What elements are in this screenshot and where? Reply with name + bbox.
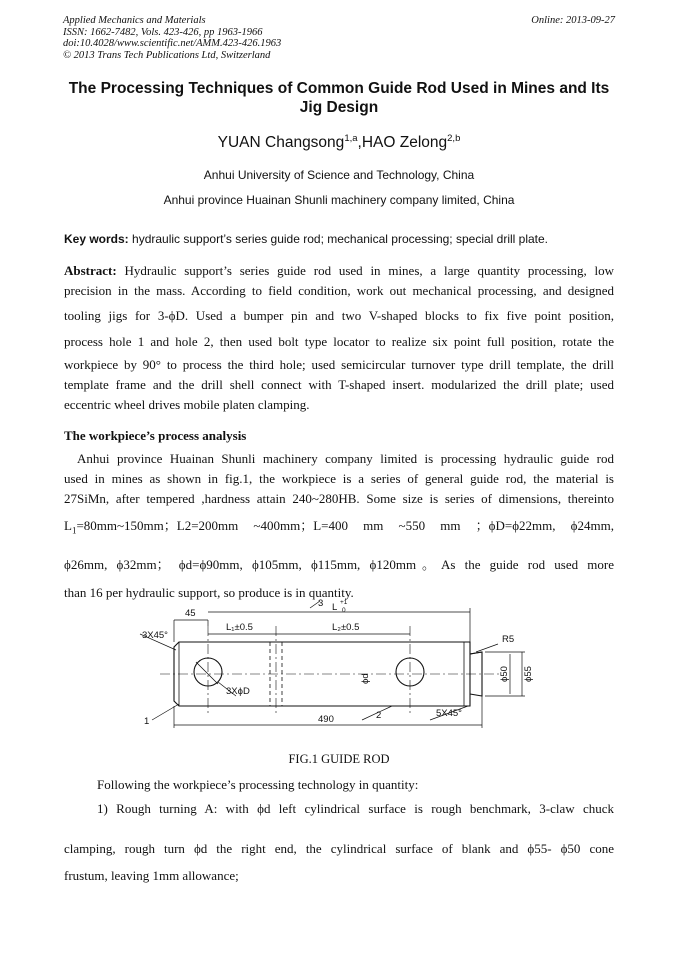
chamfer-left-label: 3X45° [142, 630, 168, 641]
paragraph-line: Following the workpiece’s processing technology in quantity: [97, 777, 419, 792]
dimension-list: =80mm~150mm；L2=200mm ~400mm；L=400 mm ~550 mm ；ϕD=ϕ22mm, ϕ24mm, [76, 518, 614, 533]
dim-l1-label: L₁±0.5 [226, 622, 253, 633]
paragraph-line: frustum, leaving 1mm allowance; [64, 868, 239, 883]
paragraph-line: 1) Rough turning A: with ϕd left cylindrical surface is rough benchmark, 3-claw chuck [97, 801, 614, 816]
hole-mark [196, 662, 218, 684]
paragraph-line: 27SiMn, after tempered ,hardness attain 240~280HB. Some size is series of dimensions, thereinto [64, 491, 614, 506]
abstract-line: template frame and the drill shell connect with T-shaped insert. modularized the drill plate; used [64, 377, 614, 392]
issn-line: ISSN: 1662-7482, Vols. 423-426, pp 1963-1966 [63, 26, 263, 38]
author-1: YUAN Changsong [217, 134, 345, 152]
author-line [0, 133, 678, 152]
dim-l2-label: L₂±0.5 [332, 622, 360, 633]
radius-label: R5 [502, 634, 515, 645]
journal-name: Applied Mechanics and Materials [63, 15, 206, 26]
keywords-text: hydraulic support’s series guide rod; mechanical processing; special drill plate. [128, 232, 549, 246]
author-1-affiliation: 1,a [344, 133, 358, 144]
affiliation-2: Anhui province Huainan Shunli machinery company limited, China [163, 193, 515, 207]
abstract [64, 261, 614, 415]
keywords-label: Key words: [64, 232, 129, 246]
section-paragraph-1 [64, 448, 614, 604]
label-1: 1 [144, 716, 150, 727]
dim-l-tolerance-lower: 0 [342, 607, 346, 614]
doi-line: doi:10.4028/www.scientific.net/AMM.423-426.1963 [63, 38, 282, 49]
journal-header [63, 15, 281, 61]
abstract-text: Hydraulic support’s series guide rod used in mines, a large quantity processing, low [116, 263, 614, 278]
dia-d-label: ϕd [360, 673, 371, 684]
l1-subscript: 1 [71, 525, 77, 536]
paragraph-line: used in mines as shown in fig.1, the workpiece is a series of general guide rod, the material is [64, 471, 614, 486]
dim-45-label: 45 [185, 608, 196, 619]
holes-label: 3XϕD [226, 686, 250, 697]
author-2: HAO Zelong [361, 134, 448, 152]
guide-rod-drawing [130, 598, 550, 748]
section-paragraph-2 [64, 773, 614, 887]
abstract-line: process hole 1 and hole 2, then used bolt type locator to realize six point full position, rotate the [64, 334, 614, 349]
dim-3-label: 3 [318, 598, 324, 609]
author-separator: , [357, 134, 362, 152]
l1-symbol: L [64, 518, 72, 533]
copyright-line: © 2013 Trans Tech Publications Ltd, Switzerland [63, 49, 271, 61]
online-date: Online: 2013-09-27 [531, 15, 615, 26]
stub-taper [470, 652, 482, 654]
paper-title: The Processing Techniques of Common Guide Rod Used in Mines and Its Jig Design [68, 80, 610, 116]
dim-l-tolerance: +1 [340, 599, 348, 606]
abstract-line: workpiece by 90° to process the third hole; used semicircular turnover type drill template, the drill [64, 357, 614, 372]
figure-caption: FIG.1 GUIDE ROD [288, 752, 390, 766]
abstract-label: Abstract: [64, 263, 117, 278]
abstract-line: eccentric wheel drives mobile platen clamping. [64, 397, 310, 412]
dia-55-label: ϕ55 [523, 666, 534, 682]
paragraph-line: Anhui province Huainan Shunli machinery company limited is processing hydraulic guide rod [77, 451, 614, 466]
abstract-line: tooling jigs for 3-ϕD. Used a bumper pin and two V-shaped blocks to fix five point position, [64, 308, 614, 323]
abstract-line: precision in the mass. According to field condition, work out mechanical processing, and designed [64, 283, 614, 298]
paragraph-line: clamping, rough turn ϕd the right end, the cylindrical surface of blank and ϕ55- ϕ50 cone [64, 841, 614, 856]
label-2: 2 [376, 710, 382, 721]
leader-line [476, 644, 498, 652]
paragraph-line: than 16 per hydraulic support, so produce is in quantity. [64, 584, 354, 600]
chamfer-right-label: 5X45° [436, 708, 462, 719]
dia-50-label: ϕ50 [499, 666, 510, 682]
paragraph-line: ϕ26mm, ϕ32mm； ϕd=ϕ90mm, ϕ105mm, ϕ115mm, ϕ120mm。As the guide rod used more [64, 556, 614, 572]
dim-l-label: L [332, 602, 338, 613]
affiliation-1: Anhui University of Science and Technology, China [203, 168, 475, 182]
keywords [64, 232, 548, 246]
abstract-line [64, 261, 614, 281]
section-heading: The workpiece’s process analysis [64, 428, 247, 443]
author-2-affiliation: 2,b [447, 133, 461, 144]
dim-490-label: 490 [318, 714, 334, 725]
leader-line [152, 704, 179, 720]
paragraph-line [64, 509, 614, 548]
